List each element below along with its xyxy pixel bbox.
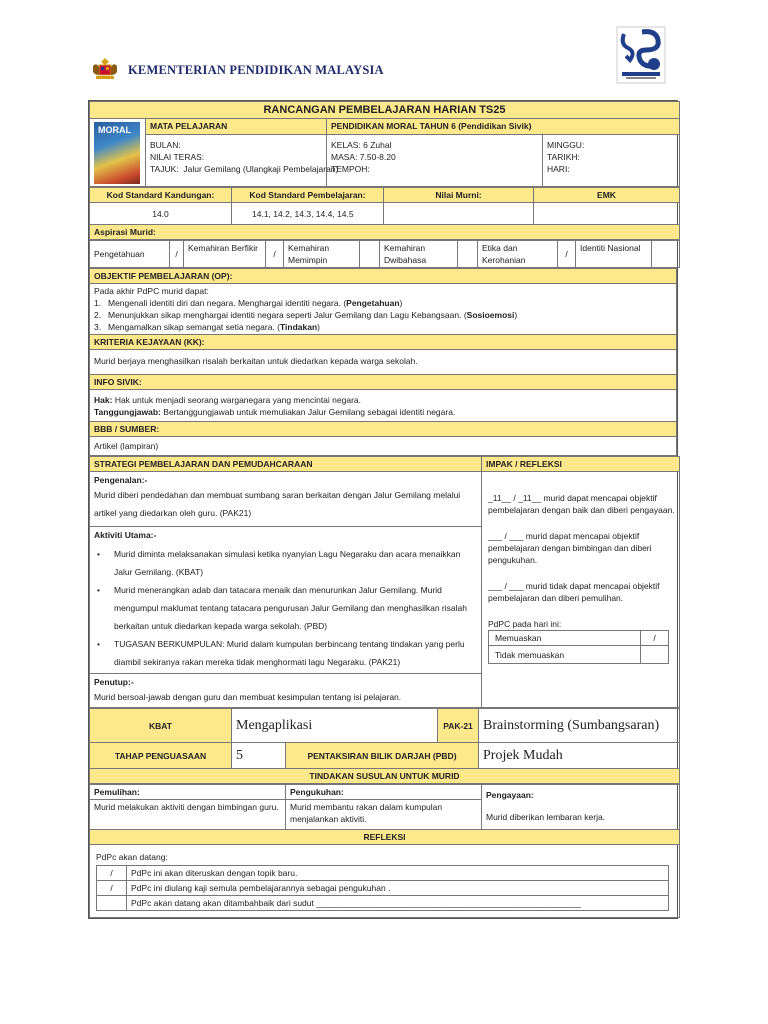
- ministry-name: KEMENTERIAN PENDIDIKAN MALAYSIA: [128, 63, 384, 77]
- sivik-content: [90, 390, 677, 422]
- kbat-value: Mengaplikasi: [232, 709, 438, 743]
- aktiviti-item: • Murid diminta melaksanakan simulasi ketika nyanyian Lagu Negaraku dan acara menaikkan Jalur Gemilang. (KBAT): [94, 545, 477, 581]
- pengukuhan-text: Murid membantu rakan dalam kumpulan menjalankan aktiviti.: [286, 800, 482, 830]
- doc-title: RANCANGAN PEMBELAJARAN HARIAN TS25: [90, 102, 680, 119]
- op-header: OBJEKTIF PEMBELAJARAN (OP):: [90, 269, 677, 284]
- impak-line: ___ / ___ murid tidak dapat mencapai objektif pembelajaran dan diberi pemulihan.: [488, 581, 660, 603]
- pdpc-hari-label: PdPC pada hari ini:: [488, 619, 562, 629]
- aktiviti-list: [94, 545, 477, 671]
- tidak-memuaskan-mark: [641, 646, 669, 664]
- kod-sp-value: 14.1, 14.2, 14.3, 14.4, 14.5: [232, 203, 384, 225]
- hari-label: HARI:: [547, 164, 570, 174]
- impak-line: ___ / ___ murid dapat mencapai objektif pembelajaran dengan bimbingan dan diberi pengukuhan.: [488, 531, 652, 565]
- emk-value: [534, 203, 680, 225]
- aspirasi-pengetahuan: Pengetahuan: [90, 241, 170, 268]
- page-header: [88, 52, 688, 88]
- kod-sk-value: 14.0: [90, 203, 232, 225]
- tahap-header: TAHAP PENGUASAAN: [90, 743, 232, 769]
- impak-content: [482, 472, 680, 708]
- tarikh-label: TARIKH:: [547, 152, 580, 162]
- aspirasi-header: Aspirasi Murid:: [90, 225, 680, 240]
- memuaskan-label: Memuaskan: [489, 631, 641, 646]
- tindakan-header: TINDAKAN SUSULAN UNTUK MURID: [90, 769, 680, 784]
- op-item: 3. Mengamalkan sikap semangat setia negara. (Tindakan): [94, 322, 320, 332]
- kk-content: Murid berjaya menghasilkan risalah berkaitan untuk diedarkan kepada warga sekolah.: [90, 350, 677, 375]
- impak-line: _11__ / _11__ murid dapat mencapai objektif pembelajaran dengan baik dan diberi pengayaan.: [488, 493, 675, 515]
- mata-pelajaran-value: PENDIDIKAN MORAL TAHUN 6 (Pendidikan Sivik): [327, 119, 680, 135]
- pengayaan-header: Pengayaan:: [486, 790, 534, 800]
- datang-item: PdPc ini diulang kaji semula pembelajarannya sebagai pengukuhan .: [127, 881, 669, 896]
- minggu-label: MINGGU:: [547, 140, 585, 150]
- strategi-content: [90, 472, 482, 708]
- refleksi-content: [90, 845, 680, 918]
- datang-mark: /: [97, 866, 127, 881]
- pdpc-rating-table: [488, 630, 669, 664]
- aspirasi-identiti-mark: [652, 241, 680, 268]
- tanggungjawab-line: Tanggungjawab: Bertanggungjawab untuk memuliakan Jalur Gemilang sebagai identiti negara.: [94, 407, 456, 417]
- refleksi-header: REFLEKSI: [90, 830, 680, 845]
- bbb-content: Artikel (lampiran): [90, 437, 677, 456]
- pengayaan-cell: [482, 785, 680, 830]
- date-info: [543, 135, 680, 187]
- tahap-value: 5: [232, 743, 286, 769]
- lesson-info: [146, 135, 339, 187]
- memuaskan-mark: /: [641, 631, 669, 646]
- bbb-header: BBB / SUMBER:: [90, 422, 677, 437]
- aspirasi-dwibahasa-mark: [458, 241, 478, 268]
- pdpc-datang-table: [96, 865, 669, 911]
- nilai-murni-header: Nilai Murni:: [384, 188, 534, 203]
- bulan-label: BULAN:: [150, 140, 181, 150]
- aspirasi-berfikir-mark: /: [266, 241, 284, 268]
- pengenalan-block: [90, 472, 481, 522]
- mata-pelajaran-label: MATA PELAJARAN: [146, 119, 327, 135]
- penutup-heading: Penutup:-: [94, 677, 134, 687]
- pemulihan-header: Pemulihan:: [90, 785, 286, 800]
- aspirasi-pengetahuan-mark: /: [170, 241, 184, 268]
- hak-line: Hak: Hak untuk menjadi seorang warganegara yang mencintai negara.: [94, 395, 361, 405]
- kbat-header: KBAT: [90, 709, 232, 743]
- emk-header: EMK: [534, 188, 680, 203]
- tajuk-line: TAJUK: Jalur Gemilang (Ulangkaji Pembelajaran): [150, 164, 339, 174]
- kk-header: KRITERIA KEJAYAAN (KK):: [90, 335, 677, 350]
- class-info: [327, 135, 543, 187]
- ts25-logo-icon: [616, 26, 666, 84]
- kod-sp-header: Kod Standard Pembelajaran:: [232, 188, 384, 203]
- pak21-header: PAK-21: [438, 709, 479, 743]
- sivik-header: INFO SIVIK:: [90, 375, 677, 390]
- nilai-murni-value: [384, 203, 534, 225]
- kod-sk-header: Kod Standard Kandungan:: [90, 188, 232, 203]
- pemulihan-text: Murid melakukan aktiviti dengan bimbingan guru.: [90, 800, 286, 830]
- kelas-label: KELAS: 6 Zuhal: [331, 140, 392, 150]
- aspirasi-dwibahasa: Kemahiran Dwibahasa: [380, 241, 458, 268]
- pbd-value: Projek Mudah: [479, 743, 680, 769]
- datang-item: PdPc akan datang akan ditambahbaik dari sudut ________________________________________________________: [127, 896, 669, 911]
- moral-textbook-cover-icon: MORAL: [94, 122, 140, 184]
- strategi-header: STRATEGI PEMBELAJARAN DAN PEMUDAHCARAAN: [90, 457, 482, 472]
- pak21-value: Brainstorming (Sumbangsaran): [479, 709, 680, 743]
- malaysia-crest-icon: [90, 56, 120, 82]
- masa-label: MASA: 7.50-8.20: [331, 152, 396, 162]
- impak-header: IMPAK / REFLEKSI: [482, 457, 680, 472]
- penutup-text: Murid bersoal-jawab dengan guru dan membuat kesimpulan tentang isi pelajaran.: [94, 692, 402, 702]
- tajuk-value: Jalur Gemilang (Ulangkaji Pembelajaran): [183, 164, 339, 174]
- aspirasi-identiti: Identiti Nasional: [576, 241, 652, 268]
- pengukuhan-header: Pengukuhan:: [286, 785, 482, 800]
- textbook-cover: [90, 119, 146, 187]
- datang-mark: [97, 896, 127, 911]
- datang-mark: /: [97, 881, 127, 896]
- op-intro: Pada akhir PdPC murid dapat:: [94, 286, 209, 296]
- lesson-plan-sheet: [88, 100, 678, 919]
- aspirasi-table: [89, 240, 680, 268]
- pengenalan-heading: Pengenalan:-: [94, 475, 148, 485]
- penutup-block: [90, 673, 481, 707]
- op-item: 1. Mengenali identiti diri dan negara. Menghargai identiti negara. (Pengetahuan): [94, 298, 403, 308]
- op-item: 2. Menunjukkan sikap menghargai identiti negara seperti Jalur Gemilang dan Lagu Kebangsaan. (Sosioemosi): [94, 310, 518, 320]
- aspirasi-memimpin: Kemahiran Memimpin: [284, 241, 360, 268]
- pengenalan-text: Murid diberi pendedahan dan membuat sumbang saran berkaitan dengan Jalur Gemilang melalui artikel yang diedarkan oleh guru. (PAK21): [94, 490, 461, 518]
- pdpc-datang-label: PdPc akan datang:: [96, 852, 168, 862]
- aspirasi-etika: Etika dan Kerohanian: [478, 241, 558, 268]
- datang-item: PdPc ini akan diteruskan dengan topik baru.: [127, 866, 669, 881]
- op-content: [90, 284, 677, 335]
- pengayaan-text: Murid diberikan lembaran kerja.: [486, 812, 606, 822]
- pbd-header: PENTAKSIRAN BILIK DARJAH (PBD): [286, 743, 479, 769]
- nilai-teras-label: NILAI TERAS:: [150, 152, 205, 162]
- aktiviti-heading: Aktiviti Utama:-: [94, 530, 157, 540]
- aktiviti-item: • TUGASAN BERKUMPULAN: Murid dalam kumpulan berbincang tentang tindakan yang perlu diambil sekiranya rakan mereka tidak menghormati lagu Negaraku. (PAK21): [94, 635, 477, 671]
- aktiviti-block: [90, 526, 481, 673]
- tidak-memuaskan-label: Tidak memuaskan: [489, 646, 641, 664]
- aspirasi-memimpin-mark: [360, 241, 380, 268]
- aspirasi-etika-mark: /: [558, 241, 576, 268]
- aktiviti-item: • Murid menerangkan adab dan tatacara menaik dan menurunkan Jalur Gemilang. Murid mengumpul maklumat tentang tatacara pengurusan Jalur Gemilang dan menghasilkan risalah berkaitan untuk diedarkan kepada warga sekolah. (PBD): [94, 581, 477, 635]
- tempoh-label: TEMPOH:: [331, 164, 370, 174]
- aspirasi-berfikir: Kemahiran Berfikir: [184, 241, 266, 268]
